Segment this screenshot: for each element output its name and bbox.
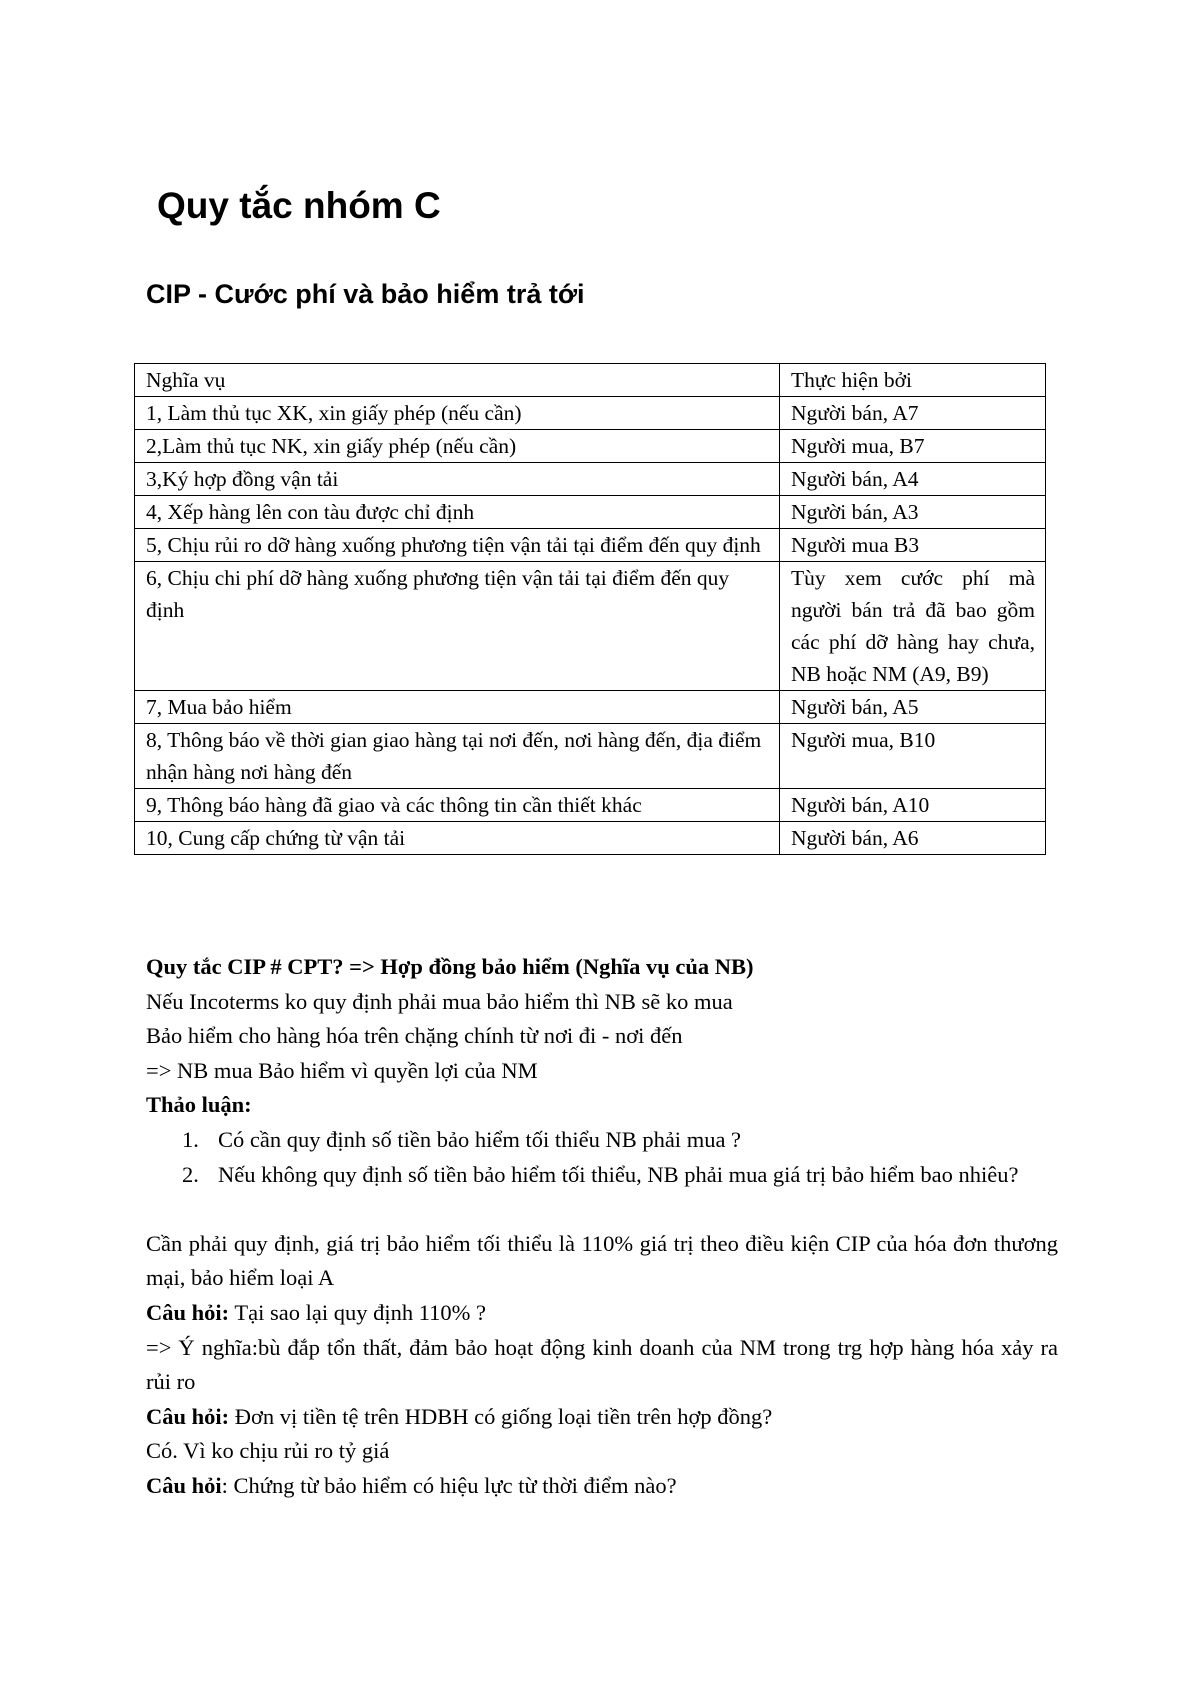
obligation-cell: 6, Chịu chi phí dỡ hàng xuống phương tiện vận tải tại điểm đến quy định xyxy=(135,562,780,691)
obligation-cell: 1, Làm thủ tục XK, xin giấy phép (nếu cần) xyxy=(135,397,780,430)
table-row xyxy=(135,463,1046,496)
question-line xyxy=(146,1469,1058,1504)
table-row xyxy=(135,430,1046,463)
performer-cell: Người bán, A3 xyxy=(780,496,1046,529)
list-item-text: Nếu không quy định số tiền bảo hiểm tối thiểu, NB phải mua giá trị bảo hiểm bao nhiêu? xyxy=(218,1161,1019,1187)
obligations-table xyxy=(134,363,1046,855)
obligation-cell: 5, Chịu rủi ro dỡ hàng xuống phương tiện vận tải tại điểm đến quy định xyxy=(135,529,780,562)
answer-line: => Ý nghĩa:bù đắp tổn thất, đảm bảo hoạt động kinh doanh của NM trong trg hợp hàng hóa xảy ra rủi ro xyxy=(146,1334,1058,1395)
list-item-text: Có cần quy định số tiền bảo hiểm tối thiểu NB phải mua ? xyxy=(218,1126,742,1152)
note-line: Bảo hiểm cho hàng hóa trên chặng chính từ nơi đi - nơi đến xyxy=(146,1023,683,1049)
performer-cell: Người bán, A6 xyxy=(780,822,1046,855)
list-item xyxy=(182,1123,1058,1158)
performer-cell: Người mua, B10 xyxy=(780,724,1046,789)
question-label: Câu hỏi xyxy=(146,1472,222,1498)
table-row xyxy=(135,529,1046,562)
performer-cell: Người bán, A4 xyxy=(780,463,1046,496)
obligation-cell: 7, Mua bảo hiểm xyxy=(135,691,780,724)
obligation-cell: 4, Xếp hàng lên con tàu được chỉ định xyxy=(135,496,780,529)
page-title: Quy tắc nhóm C xyxy=(157,185,441,226)
discussion-list xyxy=(146,1123,1058,1192)
question-text: Tại sao lại quy định 110% ? xyxy=(229,1299,486,1325)
table-row xyxy=(135,691,1046,724)
note-line: Nếu Incoterms ko quy định phải mua bảo hiểm thì NB sẽ ko mua xyxy=(146,988,733,1014)
question-line xyxy=(146,1400,1058,1435)
column-header-performed-by: Thực hiện bởi xyxy=(780,364,1046,397)
answer-paragraph: Cần phải quy định, giá trị bảo hiểm tối thiểu là 110% giá trị theo điều kiện CIP của hóa đơn thương mại, bảo hiểm loại A xyxy=(146,1230,1058,1291)
note-line: => NB mua Bảo hiểm vì quyền lợi của NM xyxy=(146,1057,538,1083)
rule-heading: Quy tắc CIP # CPT? => Hợp đồng bảo hiểm (Nghĩa vụ của NB) xyxy=(146,954,754,979)
performer-cell: Người mua, B7 xyxy=(780,430,1046,463)
table-header-row xyxy=(135,364,1046,397)
notes-section xyxy=(146,950,1058,1504)
obligation-cell: 10, Cung cấp chứng từ vận tải xyxy=(135,822,780,855)
section-title: CIP - Cước phí và bảo hiểm trả tới xyxy=(146,279,585,309)
column-header-obligation: Nghĩa vụ xyxy=(135,364,780,397)
table-row xyxy=(135,789,1046,822)
obligation-cell: 3,Ký hợp đồng vận tải xyxy=(135,463,780,496)
performer-cell: Người bán, A7 xyxy=(780,397,1046,430)
list-number: 1. xyxy=(182,1126,199,1152)
question-text: Đơn vị tiền tệ trên HDBH có giống loại tiền trên hợp đồng? xyxy=(229,1403,773,1429)
table-row xyxy=(135,397,1046,430)
table-row xyxy=(135,724,1046,789)
performer-cell: Người bán, A10 xyxy=(780,789,1046,822)
answer-line: Có. Vì ko chịu rủi ro tỷ giá xyxy=(146,1438,390,1464)
table-row xyxy=(135,822,1046,855)
question-label: Câu hỏi: xyxy=(146,1403,230,1429)
obligation-cell: 8, Thông báo về thời gian giao hàng tại nơi đến, nơi hàng đến, địa điểm nhận hàng nơi hàng đến xyxy=(135,724,780,789)
obligation-cell: 9, Thông báo hàng đã giao và các thông tin cần thiết khác xyxy=(135,789,780,822)
blank-line xyxy=(146,1192,1058,1227)
question-line xyxy=(146,1296,1058,1331)
obligation-cell: 2,Làm thủ tục NK, xin giấy phép (nếu cần) xyxy=(135,430,780,463)
question-text: : Chứng từ bảo hiểm có hiệu lực từ thời điểm nào? xyxy=(221,1472,677,1498)
table-row xyxy=(135,496,1046,529)
performer-cell: Tùy xem cước phí mà người bán trả đã bao gồm các phí dỡ hàng hay chưa, NB hoặc NM (A9, B9) xyxy=(780,562,1046,691)
list-number: 2. xyxy=(182,1161,199,1187)
performer-cell: Người bán, A5 xyxy=(780,691,1046,724)
question-label: Câu hỏi: xyxy=(146,1299,230,1325)
list-item xyxy=(182,1158,1058,1193)
table-row xyxy=(135,562,1046,691)
performer-cell: Người mua B3 xyxy=(780,529,1046,562)
discussion-label: Thảo luận: xyxy=(146,1092,252,1118)
